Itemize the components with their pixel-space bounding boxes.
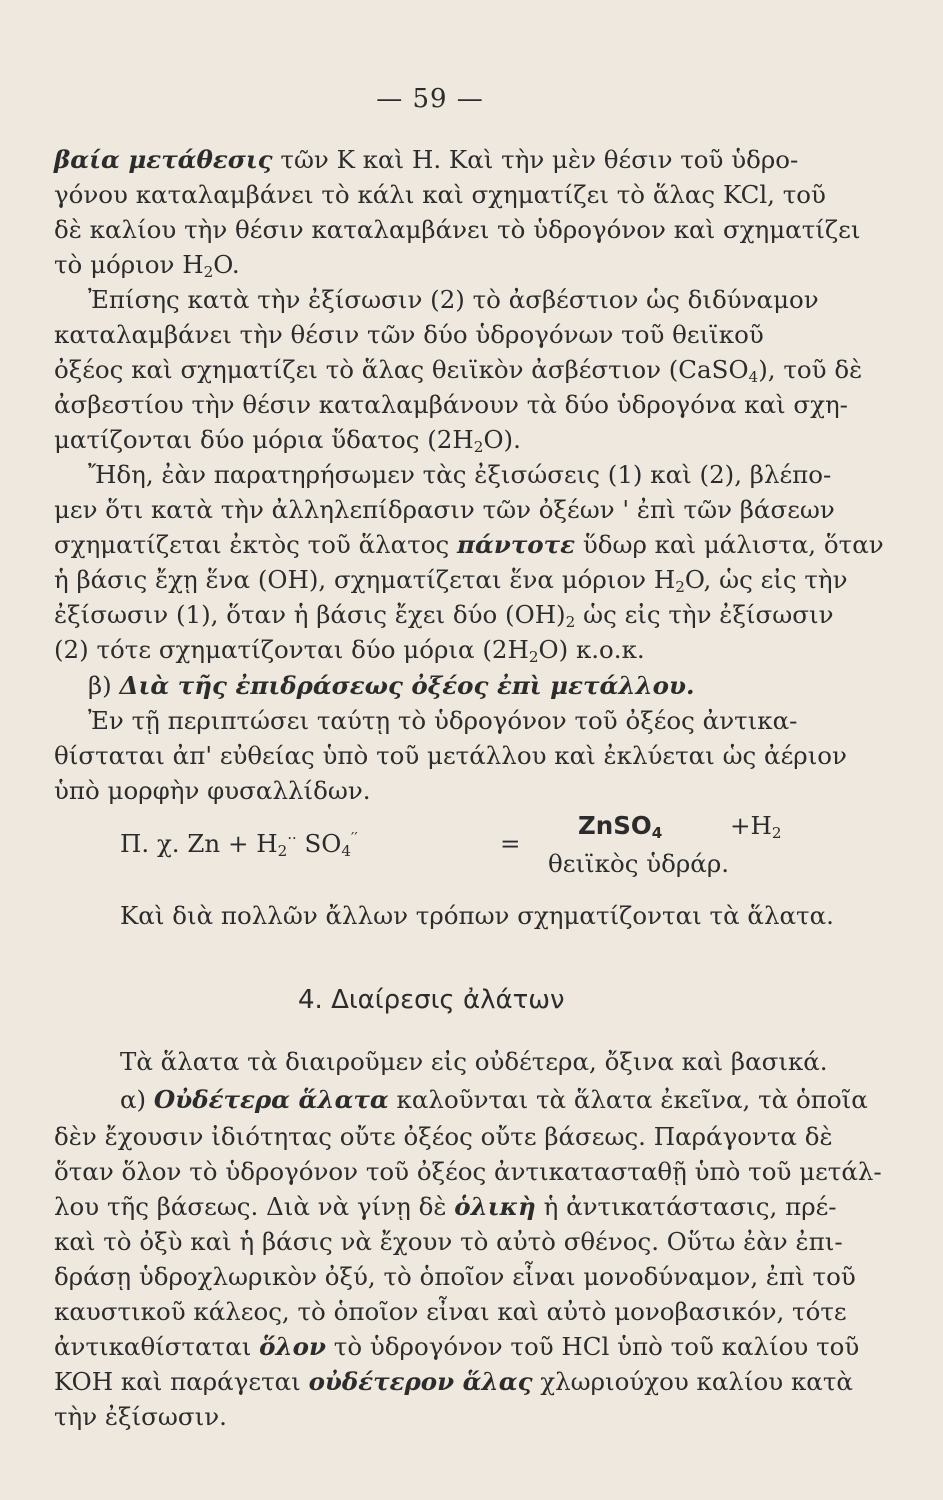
text-span: ), τοῦ δὲ bbox=[758, 355, 863, 384]
text-line bbox=[54, 565, 848, 596]
text-span: ἡ ἀντικατάστασις, πρέ- bbox=[535, 1192, 837, 1221]
text-span: ἡ βάσις ἔχῃ ἕνα (OH), σχηματίζεται ἕνα μόριον H bbox=[54, 565, 676, 594]
text-line: Ἐπίσης κατὰ τὴν ἐξίσωσιν (2) τὸ ἀσβέστιον ὡς διδύναμον bbox=[88, 285, 819, 314]
emphasis-text: ὁλικὴ bbox=[454, 1192, 536, 1221]
text-line: τὴν ἐξίσωσιν. bbox=[54, 1402, 227, 1431]
equation-hydrogen bbox=[730, 811, 782, 842]
text-span: τὸ μόριον H bbox=[54, 250, 204, 279]
text-line bbox=[120, 1085, 868, 1114]
text-span: σχηματίζεται ἐκτὸς τοῦ ἅλατος bbox=[54, 530, 458, 559]
text-span: χλωριούχου καλίου κατὰ bbox=[532, 1367, 853, 1396]
text-line: δὲ καλίου τὴν θέσιν καταλαμβάνει τὸ ὑδρογόνον καὶ σχηματίζει bbox=[54, 215, 861, 244]
text-span: SO bbox=[296, 829, 342, 859]
text-line: μεν ὅτι κατὰ τὴν ἀλληλεπίδρασιν τῶν ὀξέων ' ἐπὶ τῶν βάσεων bbox=[54, 495, 835, 524]
product-name: θειϊκὸς ὑδράρ. bbox=[548, 849, 730, 878]
emphasis-text: πάντοτε bbox=[457, 530, 576, 559]
text-line bbox=[54, 425, 521, 456]
subscript: 2 bbox=[528, 647, 539, 666]
equation-left bbox=[120, 829, 358, 860]
text-span: (2) τότε σχηματίζονται δύο μόρια (2H bbox=[54, 635, 529, 664]
text-line bbox=[54, 1332, 860, 1361]
text-span: καλοῦνται τὰ ἅλατα ἐκεῖνα, τὰ ὁποῖα bbox=[388, 1085, 868, 1114]
text-span: O, ὡς εἰς τὴν bbox=[684, 565, 848, 594]
text-span: O). bbox=[483, 425, 521, 454]
text-span: O. bbox=[213, 250, 240, 279]
text-span: α) bbox=[120, 1085, 154, 1114]
subscript: 4 bbox=[748, 367, 759, 386]
text-line: Ἐν τῇ περιπτώσει ταύτῃ τὸ ὑδρογόνον τοῦ ὀξέος ἀντικα- bbox=[88, 706, 798, 735]
subscript: 2 bbox=[277, 841, 288, 860]
text-span: ὀξέος καὶ σχηματίζει τὸ ἅλας θειϊκὸν ἀσβέστιον (CaSO bbox=[54, 355, 749, 384]
text-line: δράσῃ ὑδροχλωρικὸν ὀξύ, τὸ ὁποῖον εἶναι μονοδύναμον, ἐπὶ τοῦ bbox=[54, 1262, 856, 1291]
subscript: 2 bbox=[771, 823, 782, 842]
section-heading: 4. Διαίρεσις ἀλάτων bbox=[298, 985, 565, 1015]
text-line bbox=[54, 355, 863, 386]
text-line: καὶ τὸ ὀξὺ καὶ ἡ βάσις νὰ ἔχουν τὸ αὐτὸ σθένος. Οὕτω ἐὰν ἐπι- bbox=[54, 1227, 843, 1256]
equation-product bbox=[578, 811, 663, 842]
text-span: KOH καὶ παράγεται bbox=[54, 1367, 309, 1396]
text-span: Π. χ. Zn + H bbox=[120, 829, 278, 859]
emphasis-text: ὅλον bbox=[259, 1332, 327, 1361]
text-line: θίσταται ἀπ' εὐθείας ὑπὸ τοῦ μετάλλου καὶ ἐκλύεται ὡς ἀέριον bbox=[54, 741, 847, 770]
text-line bbox=[54, 1367, 853, 1396]
text-span: O) κ.ο.κ. bbox=[538, 635, 645, 664]
emphasis-text: Οὐδέτερα ἅλατα bbox=[153, 1085, 389, 1114]
subsection-heading bbox=[88, 671, 695, 700]
text-line bbox=[54, 145, 814, 174]
text-span: τὸ ὑδρογόνον τοῦ HCl ὑπὸ τοῦ καλίου τοῦ bbox=[326, 1332, 860, 1361]
equals-sign: = bbox=[500, 829, 521, 858]
subscript: 2 bbox=[473, 437, 484, 456]
text-line: γόνου καταλαμβάνει τὸ κάλι καὶ σχηματίζει τὸ ἅλας KCl, τοῦ bbox=[54, 180, 826, 209]
text-line bbox=[54, 635, 645, 666]
text-span: ματίζονται δύο μόρια ὕδατος (2H bbox=[54, 425, 474, 454]
text-span: ἐξίσωσιν (1), ὅταν ἡ βάσις ἔχει δύο (OH) bbox=[54, 600, 566, 629]
text-span: ZnSO bbox=[578, 811, 652, 840]
subscript: 2 bbox=[675, 577, 685, 596]
text-span: τῶν Κ καὶ Η. Καὶ τὴν μὲν θέσιν τοῦ ὑδρο- bbox=[272, 145, 799, 174]
text-span: ἀντικαθίσταται bbox=[54, 1332, 260, 1361]
text-line: Ἤδη, ἐὰν παρατηρήσωμεν τὰς ἐξισώσεις (1) καὶ (2), βλέπο- bbox=[88, 460, 832, 489]
subscript: 2 bbox=[203, 262, 214, 281]
emphasis-text: οὐδέτερον ἅλας bbox=[308, 1367, 533, 1396]
subscript: 4 bbox=[651, 823, 663, 842]
subscript: 2 bbox=[565, 612, 576, 631]
emphasis-text: Διὰ τῆς ἐπιδράσεως ὀξέος ἐπὶ μετάλλου. bbox=[119, 671, 695, 700]
superscript: ′′ bbox=[351, 830, 358, 847]
text-span: β) bbox=[88, 671, 120, 700]
text-line bbox=[54, 530, 884, 559]
text-line: ἀσβεστίου τὴν θέσιν καταλαμβάνουν τὰ δύο ὑδρογόνα καὶ σχη- bbox=[54, 390, 848, 419]
text-line: καυστικοῦ κάλεος, τὸ ὁποῖον εἶναι καὶ αὐτὸ μονοβασικόν, τότε bbox=[54, 1297, 847, 1326]
text-line bbox=[54, 600, 834, 631]
emphasis-text: βαία μετάθεσις bbox=[54, 145, 273, 174]
text-line: ὅταν ὅλον τὸ ὑδρογόνον τοῦ ὀξέος ἀντικατασταθῇ ὑπὸ τοῦ μετάλ- bbox=[54, 1157, 882, 1186]
text-line: καταλαμβάνει τὴν θέσιν τῶν δύο ὑδρογόνων τοῦ θειϊκοῦ bbox=[54, 320, 764, 349]
text-span: λου τῆς βάσεως. Διὰ νὰ γίνῃ δὲ bbox=[54, 1192, 455, 1221]
text-span: +H bbox=[730, 811, 772, 840]
superscript: ·· bbox=[287, 830, 297, 847]
page-number: — 59 — bbox=[376, 84, 484, 114]
text-span: ὡς εἰς τὴν ἐξίσωσιν bbox=[575, 600, 834, 629]
text-line bbox=[54, 250, 240, 281]
text-line: Καὶ διὰ πολλῶν ἄλλων τρόπων σχηματίζονται τὰ ἅλατα. bbox=[120, 901, 834, 930]
text-line: ὑπὸ μορφὴν φυσαλλίδων. bbox=[54, 776, 371, 805]
text-line: δὲν ἔχουσιν ἰδιότητας οὔτε ὀξέος οὔτε βάσεως. Παράγοντα δὲ bbox=[54, 1122, 833, 1151]
text-span: ὕδωρ καὶ μάλιστα, ὅταν bbox=[575, 530, 884, 559]
text-line bbox=[54, 1192, 837, 1221]
text-line: Τὰ ἅλατα τὰ διαιροῦμεν εἰς οὐδέτερα, ὄξινα καὶ βασικά. bbox=[120, 1047, 828, 1076]
subscript: 4 bbox=[341, 841, 351, 860]
